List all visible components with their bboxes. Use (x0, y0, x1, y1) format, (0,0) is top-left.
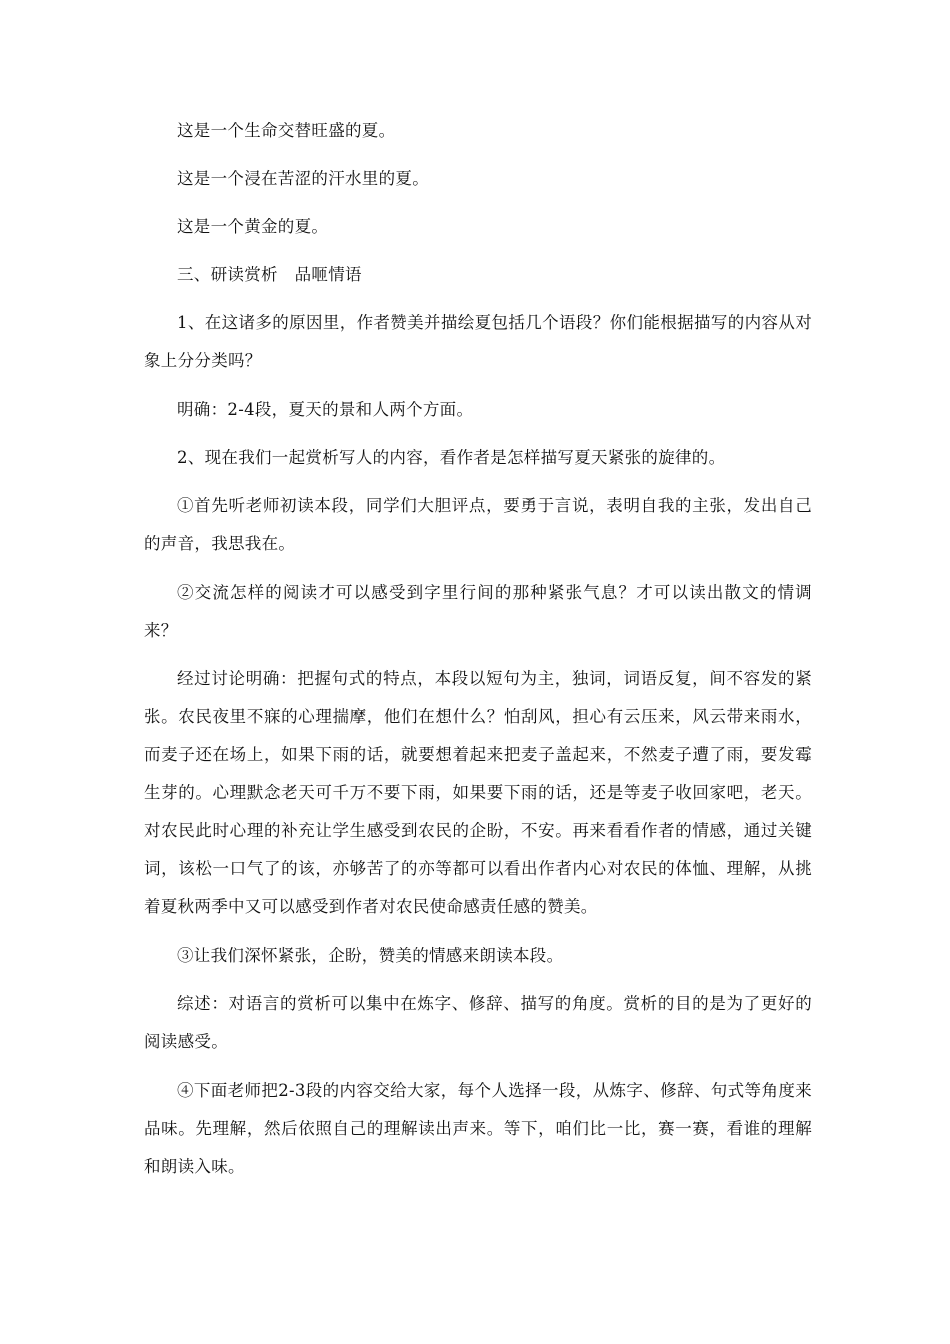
section-heading-3: 三、研读赏析 品咂情语 (177, 265, 362, 284)
document-page (144, 112, 812, 1186)
step-1: ①首先听老师初读本段，同学们大胆评点，要勇于言说，表明自我的主张，发出自己的声音，我思我在。 (144, 496, 812, 553)
step-3: ③让我们深怀紧张，企盼，赞美的情感来朗读本段。 (177, 946, 564, 965)
summary: 综述：对语言的赏析可以集中在炼字、修辞、描写的角度。赏析的目的是为了更好的阅读感受。 (144, 994, 812, 1051)
answer-1: 明确：2-4段，夏天的景和人两个方面。 (177, 400, 474, 419)
question-1: 1、在这诸多的原因里，作者赞美并描绘夏包括几个语段？你们能根据描写的内容从对象上分分类吗？ (144, 313, 812, 370)
question-2: 2、现在我们一起赏析写人的内容，看作者是怎样描写夏天紧张的旋律的。 (177, 448, 726, 467)
paragraph-summer-gold: 这是一个黄金的夏。 (177, 217, 329, 236)
paragraph-summer-sweat: 这是一个浸在苦涩的汗水里的夏。 (177, 169, 429, 188)
discussion-conclusion: 经过讨论明确：把握句式的特点，本段以短句为主，独词，词语反复，间不容发的紧张。农民夜里不寐的心理揣摩，他们在想什么？怕刮风，担心有云压来，风云带来雨水，而麦子还在场上，如果下雨的话，就要想着起来把麦子盖起来，不然麦子遭了雨，要发霉生芽的。心理默念老天可千万不要下雨，如果要下雨的话，还是等麦子收回家吧，老天。对农民此时心理的补充让学生感受到农民的企盼，不安。再来看看作者的情感，通过关键词，该松一口气了的该，亦够苦了的亦等都可以看出作者内心对农民的体恤、理解，从挑着夏秋两季中又可以感受到作者对农民使命感责任感的赞美。 (144, 669, 812, 916)
paragraph-summer-life: 这是一个生命交替旺盛的夏。 (177, 121, 396, 140)
step-4: ④下面老师把2-3段的内容交给大家，每个人选择一段，从炼字、修辞、句式等角度来品味。先理解，然后依照自己的理解读出声来。等下，咱们比一比，赛一赛，看谁的理解和朗读入味。 (144, 1081, 812, 1176)
step-2: ②交流怎样的阅读才可以感受到字里行间的那种紧张气息？才可以读出散文的情调来？ (144, 583, 812, 640)
